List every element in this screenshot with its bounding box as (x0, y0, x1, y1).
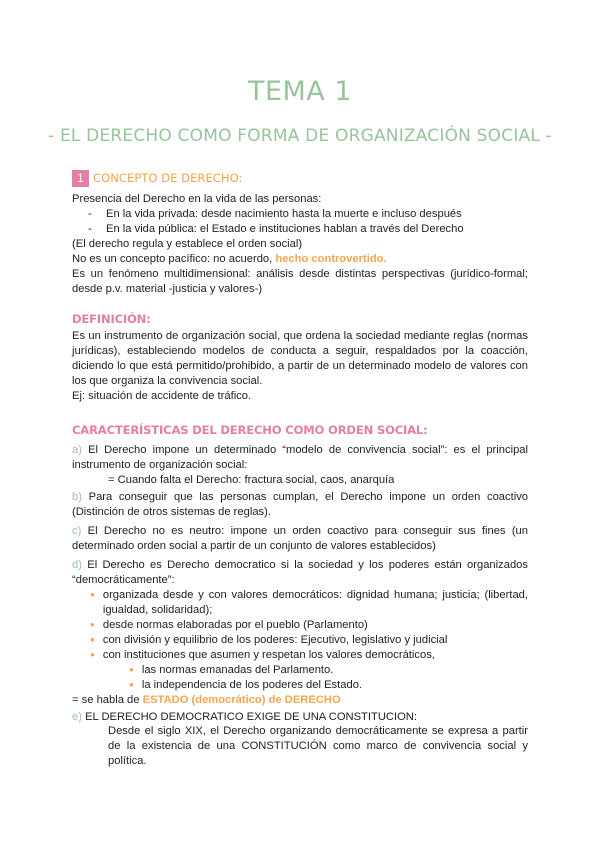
bullet-dot (129, 664, 142, 676)
list-item-text: En la vida privada: desde nacimiento hasta la muerte e incluso después (106, 208, 462, 220)
page-subtitle: - EL DERECHO COMO FORMA DE ORGANIZACIÓN SOCIAL - (48, 126, 552, 146)
section-heading (72, 170, 528, 187)
bullet-dot (90, 649, 103, 661)
dash-marker: - (88, 208, 92, 220)
caracteristicas-title: CARACTERÍSTICAS DEL DERECHO COMO ORDEN SOCIAL: (72, 423, 428, 437)
note-text: (El derecho regula y establece el orden social) (72, 238, 303, 250)
estado-prefix: = se habla de (72, 694, 140, 706)
pacific-text: No es un concepto pacífico: no acuerdo, (72, 253, 273, 265)
item-e-paragraph: Desde el siglo XIX, el Derecho organizando democráticamente se expresa a partir de la existencia de una CONSTITUCIÓN como marco de convivencia social y política. (108, 725, 528, 767)
sub-bullet-item (129, 663, 585, 678)
highlight-controvertido: hecho controvertido. (275, 253, 387, 265)
bullet-dot (90, 588, 103, 618)
sub-bullet-item (129, 678, 585, 693)
bullet-text: con instituciones que asumen y respetan los valores democráticos, (102, 649, 435, 661)
bullet-dot (129, 679, 142, 691)
page-title: TEMA 1 (247, 76, 353, 107)
definicion-example: Ej: situación de accidente de tráfico. (72, 390, 252, 402)
item-c-text: El Derecho no es neutro: impone un orden coactivo para conseguir sus fines (un determinado orden social a partir de un conjunto de valores establecidos) (72, 525, 529, 552)
item-d (72, 558, 528, 588)
item-a-sub: = Cuando falta el Derecho: fractura social, caos, anarquía (108, 474, 395, 486)
item-e (72, 710, 528, 725)
letter-a: a) (72, 444, 82, 456)
dash-marker: - (88, 223, 92, 235)
intro-text: Presencia del Derecho en la vida de las personas: (72, 193, 322, 205)
bullet-text: desde normas elaboradas por el pueblo (Parlamento) (102, 619, 368, 631)
sub-bullet-text: la independencia de los poderes del Estado. (141, 679, 363, 691)
bullet-dot (90, 634, 103, 646)
definicion-text: Es un instrumento de organización social, que ordena la sociedad mediante reglas (normas jurídicas), estableciendo modelos de conducta a seguir, respaldados por la coacción, diciendo lo que está permitido/prohibido, a partir de un determinado modelo de valores con los que organiza la convivencia social. (72, 330, 528, 387)
definicion-heading (72, 312, 528, 328)
bullet-item (90, 648, 546, 663)
list-item (72, 207, 528, 222)
item-b-text: Para conseguir que las personas cumplan, el Derecho impone un orden coactivo (Distinción de otros sistemas de reglas). (72, 491, 529, 518)
item-a-text: El Derecho impone un determinado “modelo de convivencia social”: es el principal instrumento de organización social: (72, 444, 529, 471)
letter-c: c) (72, 525, 82, 537)
pacific-line (72, 252, 528, 267)
item-c (72, 524, 528, 554)
letter-d: d) (72, 559, 82, 571)
item-d-text: El Derecho es Derecho democratico si la sociedad y los poderes están organizados “democráticamente”: (72, 559, 528, 586)
letter-e: e) (72, 711, 82, 723)
section-number: 1 (72, 170, 89, 187)
bullet-text: con división y equilibrio de los poderes: Ejecutivo, legislativo y judicial (102, 634, 448, 646)
bullet-item (90, 588, 528, 618)
sub-bullet-text: las normas emanadas del Parlamento. (141, 664, 334, 676)
list-item (72, 222, 528, 237)
estado-line (72, 693, 528, 708)
bullet-text: organizada desde y con valores democráticos: dignidad humana; justicia; (libertad, igualdad, solidaridad); (102, 589, 528, 616)
caracteristicas-heading (72, 423, 528, 439)
bullet-item (90, 633, 546, 648)
bullet-item (90, 618, 546, 633)
letter-b: b) (72, 491, 82, 503)
section-title: CONCEPTO DE DERECHO: (93, 171, 243, 185)
bullet-dot (90, 619, 103, 631)
multidimensional-text: Es un fenómeno multidimensional: análisis desde distintas perspectivas (jurídico-formal; desde p.v. material -justicia y valores-) (72, 268, 528, 295)
item-b (72, 490, 528, 520)
item-e-text: EL DERECHO DEMOCRATICO EXIGE DE UNA CONSTITUCION: (85, 711, 417, 723)
item-a (72, 443, 528, 473)
definicion-title: DEFINICIÓN: (72, 312, 151, 326)
estado-highlight: ESTADO (democrático) de DERECHO (142, 694, 341, 706)
list-item-text: En la vida pública: el Estado e instituciones hablan a través del Derecho (106, 223, 464, 235)
